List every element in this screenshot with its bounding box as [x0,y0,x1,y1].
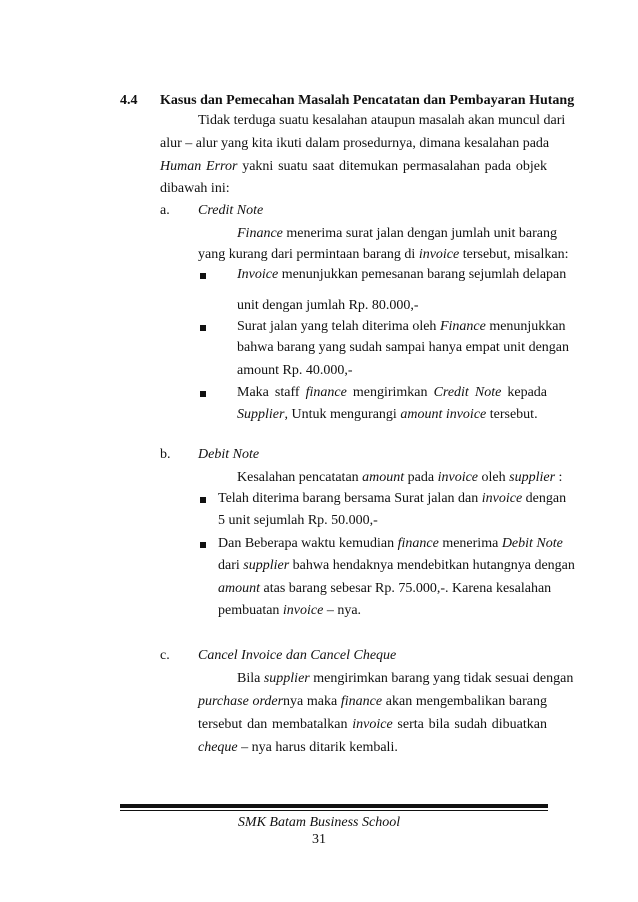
item-a-bullet-3-line-1: Maka staff finance mengirimkan Credit Note kepada [237,385,548,400]
item-a-title: Credit Note [198,203,264,218]
item-b-title: Debit Note [198,447,260,462]
item-b-para-line-1: Kesalahan pencatatan amount pada invoice oleh supplier : [237,470,563,485]
bullet-marker [200,497,206,503]
footer-school-name: SMK Batam Business School [237,815,401,830]
bullet-marker [200,542,206,548]
bullet-marker [200,391,206,397]
item-a-bullet-2-line-3: amount Rp. 40.000,- [237,363,353,378]
intro-line-3: Human Error yakni suatu saat ditemukan permasalahan pada objek [160,159,547,174]
item-b-bullet-2-line-2: dari supplier bahwa hendaknya mendebitkan hutangnya dengan [218,558,575,573]
item-a-letter: a. [160,203,170,218]
intro-line-1: Tidak terduga suatu kesalahan ataupun masalah akan muncul dari [198,113,566,128]
item-c-line-4: cheque – nya harus ditarik kembali. [198,740,398,755]
section-title: Kasus dan Pemecahan Masalah Pencatatan dan Pembayaran Hutang [160,93,575,108]
intro-line-2: alur – alur yang kita ikuti dalam prosedurnya, dimana kesalahan pada [160,136,550,151]
item-b-bullet-1-line-2: 5 unit sejumlah Rp. 50.000,- [218,513,378,528]
footer-rule-thin [120,810,548,811]
item-a-bullet-2-line-2: bahwa barang yang sudah sampai hanya empat unit dengan [237,340,570,355]
item-a-bullet-1-line-2: unit dengan jumlah Rp. 80.000,- [237,298,419,313]
bullet-marker [200,273,206,279]
item-c-line-1: Bila supplier mengirimkan barang yang tidak sesuai dengan [237,671,574,686]
item-c-line-3: tersebut dan membatalkan invoice serta bila sudah dibuatkan [198,717,547,732]
item-a-para-line-2: yang kurang dari permintaan barang di invoice tersebut, misalkan: [198,247,569,262]
item-c-letter: c. [160,648,170,663]
item-b-bullet-2-line-3: amount atas barang sebesar Rp. 75.000,-. Karena kesalahan [218,581,552,596]
item-b-bullet-2-line-4: pembuatan invoice – nya. [218,603,362,618]
item-a-bullet-3-line-2: Supplier, Untuk mengurangi amount invoice tersebut. [237,407,538,422]
bullet-marker [200,325,206,331]
item-b-bullet-2-line-1: Dan Beberapa waktu kemudian finance menerima Debit Note [218,536,563,551]
item-b-bullet-1-line-1: Telah diterima barang bersama Surat jalan dan invoice dengan [218,491,567,506]
item-a-para-line-1: Finance menerima surat jalan dengan jumlah unit barang [237,226,557,241]
item-c-line-2: purchase ordernya maka finance akan mengembalikan barang [198,694,547,709]
page-number: 31 [312,832,326,847]
intro-line-4: dibawah ini: [160,181,230,196]
footer-rule-thick [120,804,548,808]
section-number: 4.4 [120,93,138,108]
item-c-title: Cancel Invoice dan Cancel Cheque [198,648,397,663]
item-a-bullet-2-line-1: Surat jalan yang telah diterima oleh Finance menunjukkan [237,319,566,334]
item-b-letter: b. [160,447,171,462]
item-a-bullet-1-line-1: Invoice menunjukkan pemesanan barang sejumlah delapan [237,267,567,282]
